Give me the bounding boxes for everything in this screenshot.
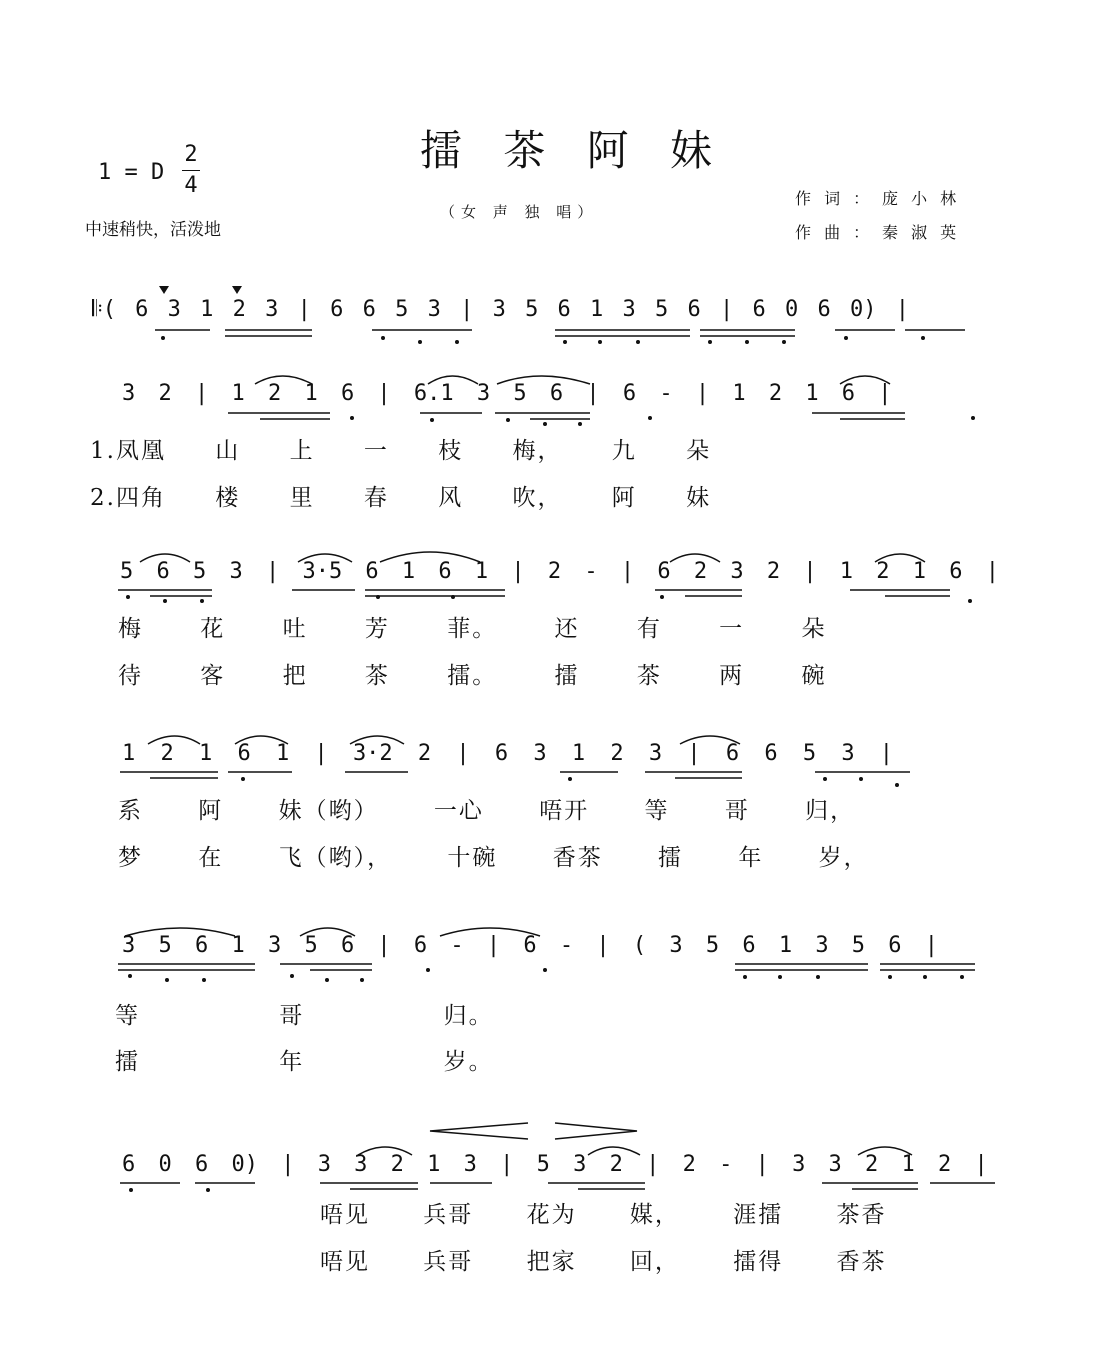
slur <box>235 736 288 744</box>
slur <box>358 1147 412 1155</box>
slur <box>300 928 355 936</box>
slur <box>497 376 590 384</box>
notation-line-4: 1 2 1 6 1 | 3·2 2 | 6 3 1 2 3 | 6 6 5 3 | <box>122 741 894 766</box>
slur <box>680 736 740 744</box>
song-title: 擂 茶 阿 妹 <box>420 126 727 175</box>
lyric-line-5-verse-2: 擂 年 岁。 <box>115 1049 494 1075</box>
slur <box>858 1147 912 1155</box>
slur <box>148 736 200 744</box>
lyric-line-5-verse-1: 等 哥 归。 <box>115 1003 494 1029</box>
slur <box>255 376 312 384</box>
decrescendo-hairpin <box>555 1123 637 1139</box>
lyric-line-6-verse-2: 唔见 兵哥 把家 回， 擂得 香茶 <box>320 1249 887 1275</box>
slur <box>670 554 720 562</box>
lyric-line-6-verse-1: 唔见 兵哥 花为 媒， 涯擂 茶香 <box>320 1202 887 1228</box>
notation-line-1: 𝄆( 6 3 1 2 3 | 6 6 5 3 | 3 5 6 1 3 5 6 | 6 0 6 0) | <box>92 297 909 322</box>
lyric-line-2-verse-2: 2.四角 楼 里 春 风 吹， 阿 妹 <box>90 485 712 511</box>
slur <box>380 552 480 562</box>
tempo-marking: 中速稍快，活泼地 <box>85 220 221 240</box>
lyricist-label: 作 词 ： <box>795 189 874 208</box>
notation-line-5: 3 5 6 1 3 5 6 | 6 - | 6 - | ( 3 5 6 1 3 5 6 | <box>122 933 939 958</box>
slur <box>298 554 352 562</box>
slur <box>875 554 925 562</box>
time-signature-bottom: 4 <box>184 173 198 198</box>
notation-line-2: 3 2 | 1 2 1 6 | 6.1 3 5 6 | 6 - | 1 2 1 6 | <box>122 381 892 406</box>
lyric-line-3-verse-1: 梅 花 吐 芳 菲。 还 有 一 朵 <box>118 616 827 642</box>
octave-dots <box>126 286 975 1192</box>
composer-label: 作 曲 ： <box>795 223 874 242</box>
lyricist-name: 庞 小 林 <box>882 189 961 208</box>
notation-line-6: 6 0 6 0) | 3 3 2 1 3 | 5 3 2 | 2 - | 3 3 2 1 2 | <box>122 1152 988 1177</box>
crescendo-hairpin <box>430 1123 528 1139</box>
time-signature-top: 2 <box>184 142 198 167</box>
slur <box>140 554 190 562</box>
slur <box>588 1147 640 1155</box>
slur <box>125 928 235 936</box>
slur <box>840 376 890 384</box>
notation-line-3: 5 6 5 3 | 3·5 6 1 6 1 | 2 - | 6 2 3 2 | 1 2 1 6 | <box>120 559 1000 584</box>
accent-mark <box>232 286 242 294</box>
slur <box>428 376 478 384</box>
lyric-line-2-verse-1: 1.凤凰 山 上 一 枝 梅， 九 朵 <box>90 438 712 464</box>
accent-mark <box>159 286 169 294</box>
tie <box>440 928 540 936</box>
slur <box>350 736 404 744</box>
voice-type: （女 声 独 唱） <box>440 203 599 221</box>
composer-name: 秦 淑 英 <box>882 223 961 242</box>
lyric-line-3-verse-2: 待 客 把 茶 擂。 擂 茶 两 碗 <box>118 663 827 689</box>
key-signature: 1 = D <box>98 160 165 185</box>
lyric-line-4-verse-1: 系 阿 妹（哟） 一心 唔开 等 哥 归， <box>118 798 856 824</box>
lyric-line-4-verse-2: 梦 在 飞（哟）， 十碗 香茶 擂 年 岁， <box>118 845 869 871</box>
